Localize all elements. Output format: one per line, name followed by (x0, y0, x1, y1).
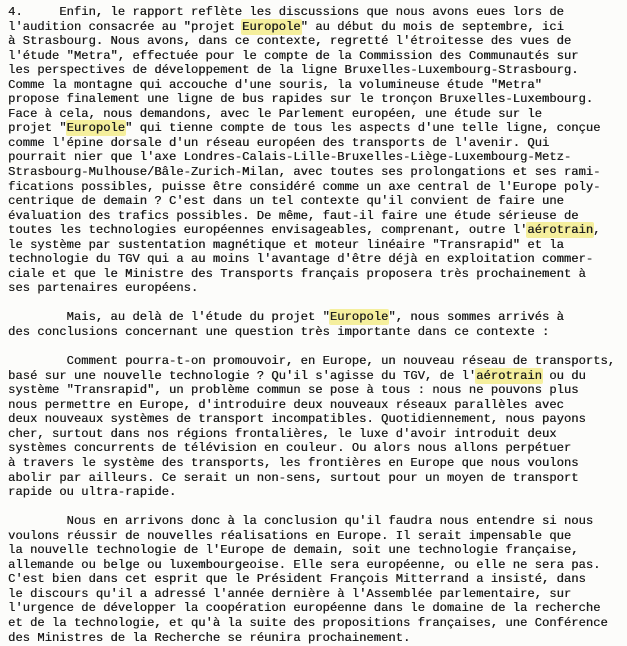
text-segment: toutes les technologies européennes envisageables, comprenant, outre l' (8, 223, 528, 238)
text-line (8, 223, 621, 238)
text-line (8, 572, 621, 587)
text-segment: deux nouveaux systèmes de transport incompatibles. Quotidiennement, nous payons (8, 412, 586, 427)
text-segment: " au début du mois de septembre, ici (300, 19, 564, 34)
text-line (8, 78, 621, 93)
text-segment: fications possibles, puisse être considéré comme un axe central de l'Europe poly- (8, 179, 601, 194)
text-line (8, 601, 621, 616)
text-line (8, 383, 621, 398)
text-segment: l'urgence de développer la coopération européenne dans le domaine de la recherche (8, 601, 601, 616)
text-line (8, 354, 621, 369)
text-segment: la nouvelle technologie de l'Europe de demain, soit une technologie française, (8, 543, 579, 558)
text-line (8, 121, 621, 136)
text-line (8, 514, 621, 529)
document-body (8, 5, 621, 645)
text-line (8, 587, 621, 602)
text-line (8, 631, 621, 646)
text-segment: 4. Enfin, le rapport reflète les discussions que nous avons eues lors de (8, 5, 564, 19)
text-segment: Strasbourg-Mulhouse/Bâle-Zurich-Milan, avec toutes ses prolongations et ses rami- (8, 165, 601, 180)
text-line (8, 136, 621, 151)
text-line (8, 441, 621, 456)
text-segment: à Strasbourg. Nous avons, dans ce contexte, regretté l'étroitesse des vues de (8, 34, 572, 49)
text-segment: Comment pourra-t-on promouvoir, en Europe, un nouveau réseau de transports, (8, 354, 616, 369)
text-line (8, 63, 621, 78)
text-segment: nous permettre en Europe, d'introduire deux nouveaux réseaux parallèles avec (8, 397, 564, 412)
text-line (8, 471, 621, 486)
text-segment: allemande ou belge ou luxembourgeoise. Elle sera européenne, ou elle ne sera pas. (8, 557, 601, 572)
text-segment: Comme la montagne qui accouche d'une souris, la volumineuse étude "Metra" (8, 77, 542, 92)
text-segment: ou du (541, 368, 586, 383)
text-line (8, 427, 621, 442)
highlighted-term: aérotrain (476, 368, 542, 383)
text-line (8, 107, 621, 122)
highlighted-term: Europole (66, 121, 126, 136)
paragraph-4 (8, 514, 621, 645)
text-line (8, 150, 621, 165)
highlighted-term: Europole (329, 310, 389, 325)
text-segment: l'étude "Metra", effectuée pour le compte de la Commission des Communautés sur (8, 48, 579, 63)
text-segment: pourrait nier que l'axe Londres-Calais-Lille-Bruxelles-Liège-Luxembourg-Metz- (8, 150, 572, 165)
text-line (8, 369, 621, 384)
paragraph-3 (8, 354, 621, 499)
text-segment: propose finalement une ligne de bus rapides sur le tronçon Bruxelles-Luxembourg. (8, 92, 594, 107)
text-line (8, 558, 621, 573)
paragraph-1 (8, 5, 621, 296)
text-segment: à travers le système des transports, les frontières en Europe que nous voulons (8, 455, 579, 470)
text-line (8, 34, 621, 49)
text-segment: Mais, au delà de l'étude du projet " (8, 310, 330, 325)
text-segment: les perspectives de développement de la ligne Bruxelles-Luxembourg-Strasbourg. (8, 63, 579, 78)
text-segment: ses partenaires européens. (8, 281, 199, 296)
text-line (8, 485, 621, 500)
text-segment: des conclusions concernant une question très importante dans ce contexte : (8, 325, 550, 340)
text-line (8, 20, 621, 35)
text-line (8, 616, 621, 631)
text-segment: ", nous sommes arrivés à (388, 310, 564, 325)
text-segment: évaluation des trafics possibles. De même, faut-il faire une étude sérieuse de (8, 208, 579, 223)
text-segment: système "Transrapid", un problème commun se pose à tous : nous ne pouvons plus (8, 383, 579, 398)
text-line (8, 180, 621, 195)
text-segment: voulons réussir de nouvelles réalisations en Europe. Il serait impensable que (8, 528, 572, 543)
text-line (8, 325, 621, 340)
text-segment: des Ministres de la Recherche se réunira prochainement. (8, 630, 411, 645)
text-line (8, 238, 621, 253)
text-line (8, 281, 621, 296)
highlighted-term: Europole (242, 19, 301, 34)
text-segment: rapide ou ultra-rapide. (8, 485, 177, 500)
text-segment: Face à cela, nous demandons, avec le Parlement européen, une étude sur le (8, 106, 542, 121)
text-line (8, 456, 621, 471)
text-line (8, 194, 621, 209)
text-segment: " qui tienne compte de tous les aspects d'une telle ligne, conçue (125, 121, 601, 136)
text-segment: abolir par ailleurs. Ce serait un non-sens, surtout pour un moyen de transport (8, 470, 579, 485)
text-line (8, 209, 621, 224)
text-segment: systèmes concurrents de télévision en couleur. Ou alors nous allons perpétuer (8, 441, 572, 456)
text-line (8, 252, 621, 267)
text-line (8, 92, 621, 107)
text-segment: le système par sustentation magnétique et moteur linéaire "Transrapid" et la (8, 237, 564, 252)
text-segment: centrique de demain ? C'est dans un tel contexte qu'il convient de faire une (8, 194, 564, 209)
text-line (8, 398, 621, 413)
text-segment: basé sur une nouvelle technologie ? Qu'il s'agisse du TGV, de l' (8, 368, 477, 383)
text-segment: technologie du TGV qui a au moins l'avantage d'être déjà en exploitation commer- (8, 252, 594, 267)
text-segment: le discours qu'il a adressé l'année dernière à l'Assemblée parlementaire, sur (8, 586, 572, 601)
paragraph-2 (8, 310, 621, 339)
text-line (8, 165, 621, 180)
text-line (8, 267, 621, 282)
text-segment: ciale et que le Ministre des Transports français proposera très prochainement à (8, 266, 586, 281)
text-segment: l'audition consacrée au "projet (8, 19, 243, 34)
text-segment: cher, surtout dans nos régions frontalières, le luxe d'avoir introduit deux (8, 426, 557, 441)
text-line (8, 412, 621, 427)
text-segment: C'est bien dans cet esprit que le Président François Mitterrand a insisté, dans (8, 572, 586, 587)
text-segment: projet " (8, 121, 67, 136)
text-segment: , (593, 223, 601, 238)
text-line (8, 543, 621, 558)
highlighted-term: aérotrain (527, 223, 594, 238)
text-line (8, 310, 621, 325)
text-line (8, 5, 621, 20)
text-line (8, 529, 621, 544)
text-segment: et de la technologie, et qu'à la suite des propositions françaises, une Conférence (8, 615, 608, 630)
text-segment: Nous en arrivons donc à la conclusion qu'il faudra nous entendre si nous (8, 514, 594, 529)
text-line (8, 49, 621, 64)
text-segment: comme l'épine dorsale d'un réseau européen des transports de l'avenir. Qui (8, 135, 550, 150)
